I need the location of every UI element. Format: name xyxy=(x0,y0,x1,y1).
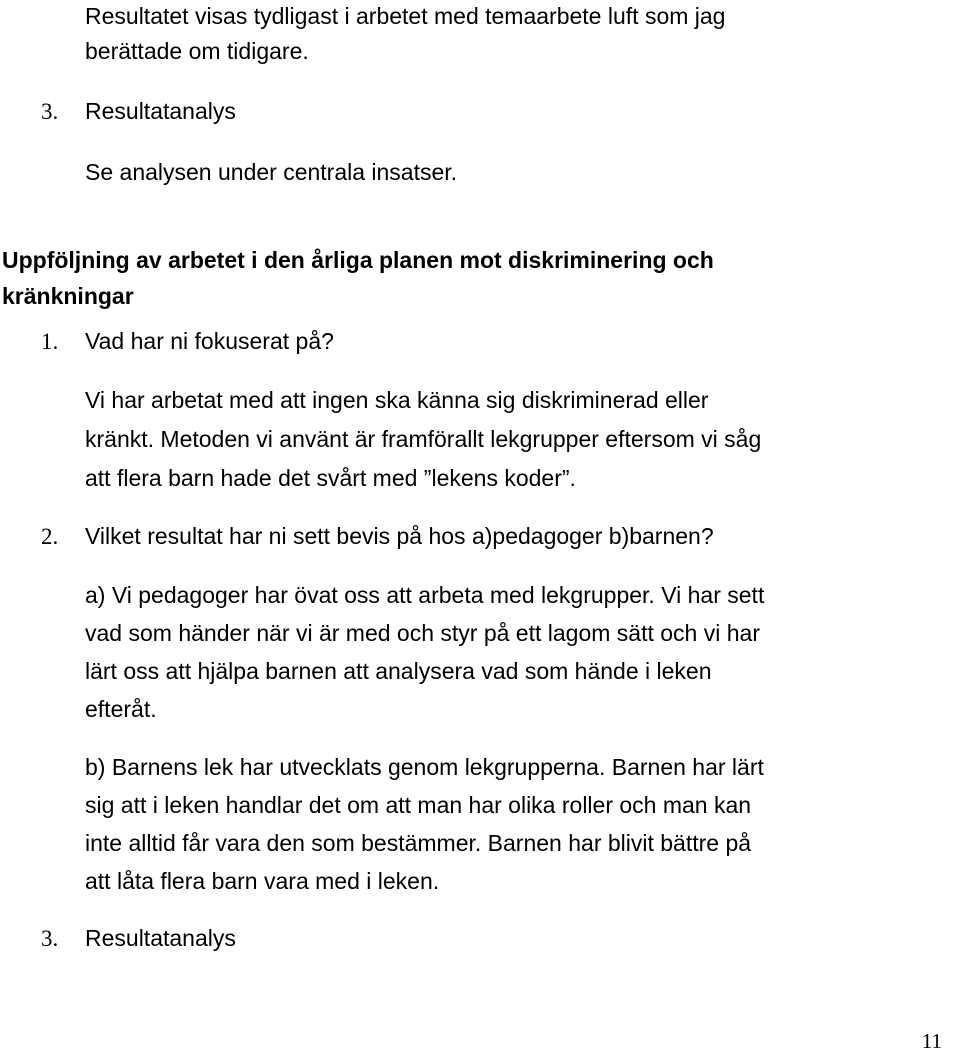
answer-line-2: kränkt. Metoden vi använt är framförallt lekgrupper eftersom vi såg xyxy=(85,426,762,452)
answer-b-line-1: b) Barnens lek har utvecklats genom lekgrupperna. Barnen har lärt xyxy=(85,754,764,780)
list-number: 2. xyxy=(41,524,59,549)
answer-line-3: att flera barn hade det svårt med ”lekens koder”. xyxy=(85,465,576,491)
list-number: 3. xyxy=(41,926,59,951)
answer-a-line-2: vad som händer när vi är med och styr på ett lagom sätt och vi har xyxy=(85,620,760,646)
answer-b-line-4: att låta flera barn vara med i leken. xyxy=(85,868,440,894)
list-number: 1. xyxy=(41,329,59,354)
page-number: 11 xyxy=(921,1029,942,1053)
list-number: 3. xyxy=(41,99,59,124)
answer-a-line-1: a) Vi pedagoger har övat oss att arbeta med lekgrupper. Vi har sett xyxy=(85,582,765,608)
answer-b-line-3: inte alltid får vara den som bestämmer. Barnen har blivit bättre på xyxy=(85,830,752,856)
answer-b-line-2: sig att i leken handlar det om att man har olika roller och man kan xyxy=(85,792,752,818)
question-text: Vad har ni fokuserat på? xyxy=(85,328,334,354)
top-paragraph-line-2: berättade om tidigare. xyxy=(85,38,309,64)
list-item-title: Resultatanalys xyxy=(85,925,236,951)
section-heading-line-1: Uppföljning av arbetet i den årliga planen mot diskriminering och xyxy=(2,247,714,273)
question-text: Vilket resultat har ni sett bevis på hos a)pedagoger b)barnen? xyxy=(85,523,714,549)
list-item-text: Se analysen under centrala insatser. xyxy=(85,159,458,185)
list-item-title: Resultatanalys xyxy=(85,98,236,124)
answer-a-line-3: lärt oss att hjälpa barnen att analysera vad som hände i leken xyxy=(85,658,712,684)
answer-line-1: Vi har arbetat med att ingen ska känna sig diskriminerad eller xyxy=(85,387,709,413)
answer-a-line-4: efteråt. xyxy=(85,696,157,722)
section-heading-line-2: kränkningar xyxy=(2,283,134,309)
top-paragraph-line-1: Resultatet visas tydligast i arbetet med temaarbete luft som jag xyxy=(85,3,726,29)
